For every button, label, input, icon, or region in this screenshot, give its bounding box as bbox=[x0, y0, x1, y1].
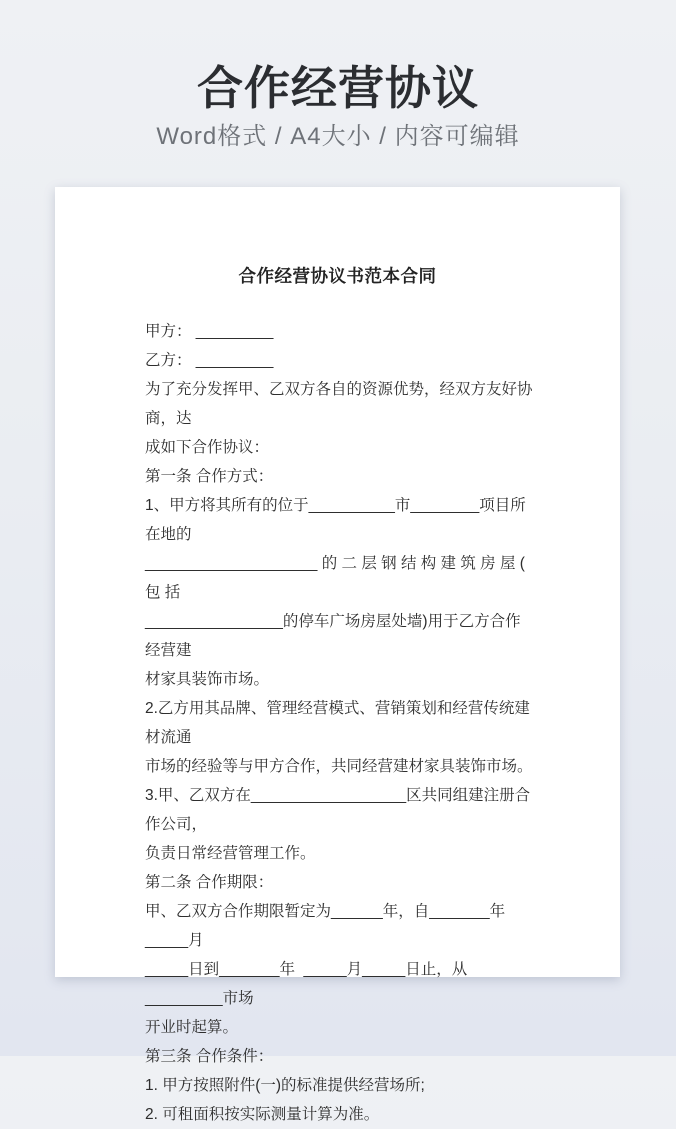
template-header bbox=[0, 0, 676, 152]
document-line: 2.乙方用其品牌、管理经营模式、营销策划和经营传统建材流通 bbox=[145, 700, 530, 746]
document-line: 甲、乙双方合作期限暂定为______年，自_______年 _____月 bbox=[145, 903, 514, 949]
document-line: 第一条 合作方式： bbox=[145, 468, 274, 485]
document-line: 第三条 合作条件： bbox=[145, 1048, 274, 1065]
document-line: 成如下合作协议： bbox=[145, 439, 270, 456]
document-page bbox=[55, 187, 620, 1123]
document-line: 2. 可租面积按实际测量计算为准。 bbox=[145, 1106, 380, 1123]
document-line: 为了充分发挥甲、乙双方各自的资源优势，经双方友好协商，达 bbox=[145, 381, 533, 427]
document-line: ________________的停车广场房屋处墙)用于乙方合作经营建 bbox=[145, 613, 521, 659]
document-line: 市场的经验等与甲方合作，共同经营建材家具装饰市场。 bbox=[145, 758, 533, 775]
document-line: 开业时起算。 bbox=[145, 1019, 239, 1036]
document-line: 3.甲、乙双方在__________________区共同组建注册合作公司， bbox=[145, 787, 531, 833]
document-title: 合作经营协议书范本合同 bbox=[238, 266, 437, 286]
template-subtitle: Word格式 / A4大小 / 内容可编辑 bbox=[156, 122, 520, 150]
document-line: 乙方： _________ bbox=[145, 352, 274, 369]
document-line: 1. 甲方按照附件(一)的标准提供经营场所; bbox=[145, 1077, 425, 1094]
document-line: _____日到_______年 _____月_____日止，从_________市场 bbox=[145, 961, 468, 1007]
template-title: 合作经营协议 bbox=[197, 62, 479, 114]
document-line: 1、甲方将其所有的位于__________市________项目所在地的 bbox=[145, 497, 526, 543]
document-line: 材家具装饰市场。 bbox=[145, 671, 270, 688]
document-body bbox=[145, 317, 536, 1129]
document-line: 甲方： _________ bbox=[145, 323, 274, 340]
document-line: ____________________ 的 二 层 钢 结 构 建 筑 房 屋 ( 包 括 bbox=[145, 555, 530, 601]
document-line: 第二条 合作期限： bbox=[145, 874, 274, 891]
document-line: 负责日常经营管理工作。 bbox=[145, 845, 316, 862]
